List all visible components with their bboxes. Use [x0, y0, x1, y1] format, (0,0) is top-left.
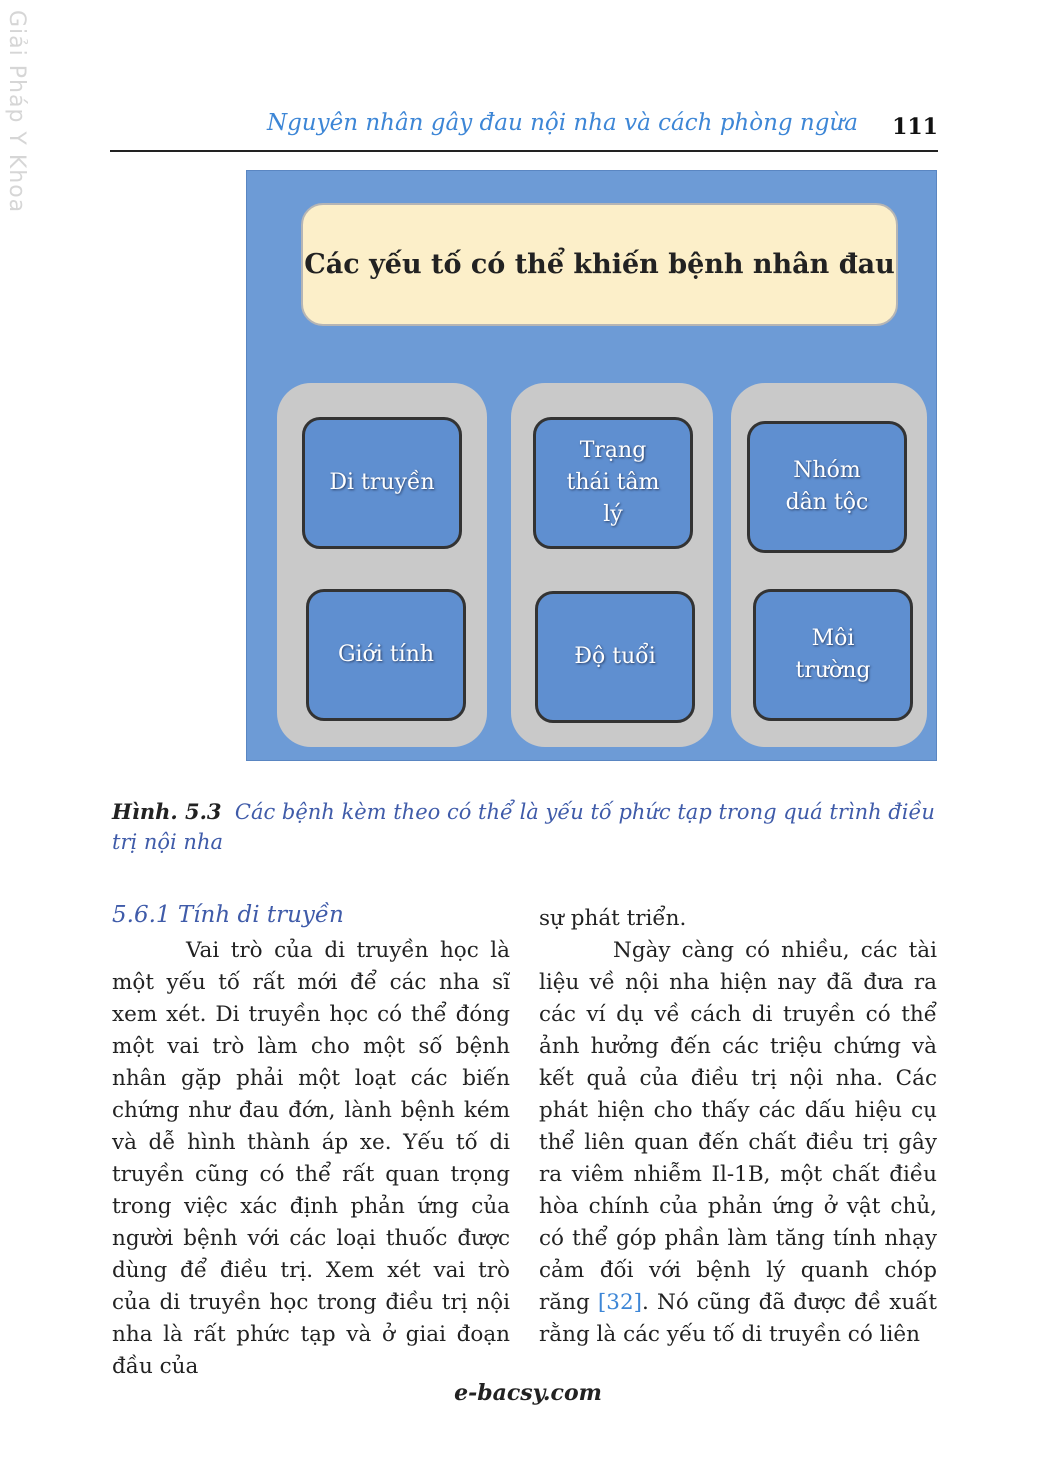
running-title: Nguyên nhân gây đau nội nha và cách phòng ngừa	[266, 110, 858, 136]
factor-moi-truong: Môi trường	[753, 589, 913, 721]
paragraph-text: . Nó cũng đã được đề xuất rằng là các yếu tố di truyền có liên	[539, 1290, 937, 1347]
factor-di-truyen: Di truyền	[302, 417, 462, 549]
caption-text: Các bệnh kèm theo có thể là yếu tố phức tạp trong quá trình điều trị nội nha	[112, 800, 935, 854]
left-column-text	[112, 935, 510, 1383]
figure-caption	[112, 797, 938, 857]
page-number: 111	[892, 114, 938, 140]
paragraph-continuation: sự phát triển.	[539, 906, 687, 931]
diagram-title: Các yếu tố có thể khiến bệnh nhân đau	[301, 203, 898, 326]
figure-label: Hình. 5.3	[112, 799, 222, 824]
figure-diagram	[246, 170, 937, 761]
section-heading: 5.6.1 Tính di truyền	[112, 902, 344, 928]
paragraph: Vai trò của di truyền học là một yếu tố rất mới để các nha sĩ xem xét. Di truyền học có thể đóng một vai trò làm cho một số bệnh nhân gặp phải một loạt các biến chứng như đau đớn, lành bệnh kém và dễ hình thành áp xe. Yếu tố di truyền cũng có thể rất quan trọng trong việc xác định phản ứng của người bệnh với các loại thuốc được dùng để điều trị. Xem xét vai trò của di truyền học trong điều trị nội nha là rất phức tạp và ở giai đoạn đầu của	[112, 938, 510, 1379]
factor-trang-thai-tam-ly: Trạng thái tâm lý	[533, 417, 693, 549]
factor-nhom-dan-toc: Nhóm dân tộc	[747, 421, 907, 553]
watermark: Giải Pháp Y Khoa	[4, 10, 29, 214]
paragraph-text: Ngày càng có nhiều, các tài liệu về nội nha hiện nay đã đưa ra các ví dụ về cách di truyền có thể ảnh hưởng đến các triệu chứng và kết quả của điều trị nội nha. Các phát hiện cho thấy các dấu hiệu cụ thể liên quan đến chất điều trị gây ra viêm nhiễm Il-1B, một chất điều hòa chính của phản ứng ở vật chủ, có thể góp phần làm tăng tính nhạy cảm đối với bệnh lý quanh chóp răng	[539, 938, 937, 1315]
factor-do-tuoi: Độ tuổi	[535, 591, 695, 723]
paragraph	[539, 935, 937, 1351]
right-column-text	[539, 903, 937, 1351]
citation-link[interactable]: [32]	[597, 1290, 643, 1315]
factor-gioi-tinh: Giới tính	[306, 589, 466, 721]
running-header	[110, 108, 938, 152]
footer-site: e-bacsy.com	[454, 1380, 602, 1406]
